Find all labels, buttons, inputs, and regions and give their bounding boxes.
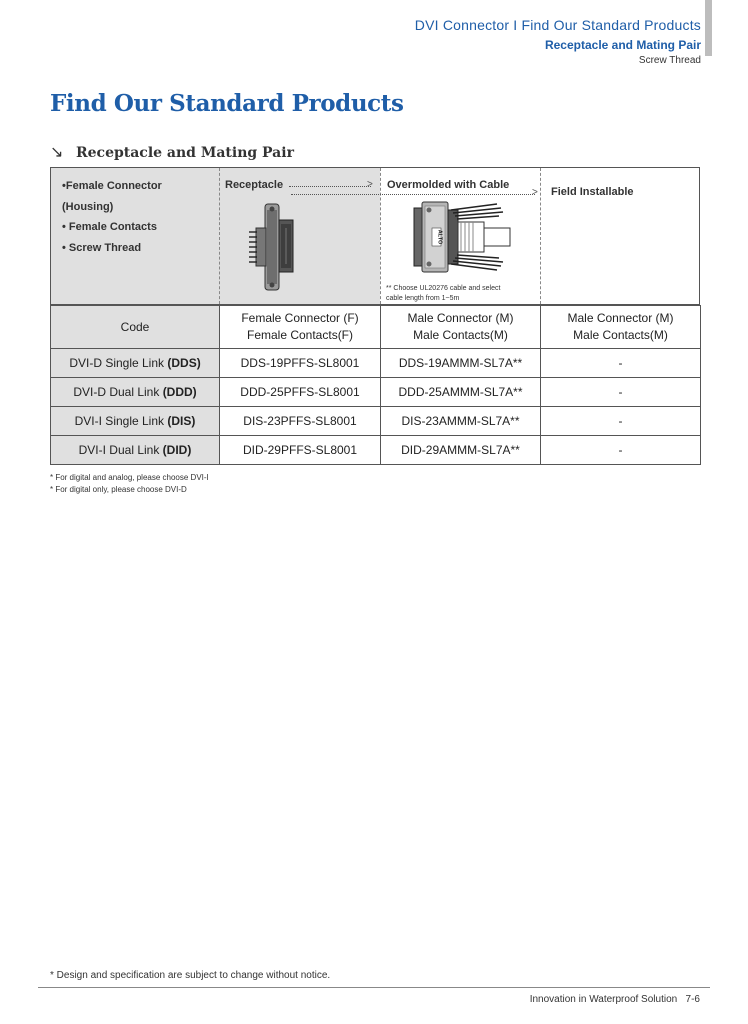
feature-female-contacts: • Female Contacts [62, 221, 157, 233]
row-receptacle-part: DDS-19PFFS-SL8001 [220, 349, 381, 378]
row-field-part: - [541, 378, 701, 407]
header-field-line-1: Male Connector (M) [567, 311, 674, 325]
overmolded-label: Overmolded with Cable [387, 179, 510, 191]
row-receptacle-part: DIS-23PFFS-SL8001 [220, 407, 381, 436]
row-code-cell [51, 407, 220, 436]
header-title: DVI Connector I Find Our Standard Products [414, 17, 701, 33]
header-field-line-2: Male Contacts(M) [573, 328, 668, 342]
row-code-cell [51, 349, 220, 378]
row-code: (DID) [162, 443, 192, 457]
overmolded-arrow-line [291, 194, 535, 195]
row-field-part: - [541, 407, 701, 436]
row-code: (DDD) [162, 385, 197, 399]
header-accent-bar [705, 0, 712, 56]
header-code-cell [51, 306, 220, 349]
header-receptacle-cell [220, 306, 381, 349]
header-subtitle: Receptacle and Mating Pair [544, 38, 701, 52]
table-header-row [51, 306, 701, 349]
row-receptacle-part: DID-29PFFS-SL8001 [220, 436, 381, 465]
receptacle-arrow-line [289, 186, 371, 187]
row-field-part: - [541, 436, 701, 465]
header-overmolded-line-1: Male Connector (M) [407, 311, 514, 325]
overmolded-arrow-icon: > [532, 187, 538, 198]
header-overmolded-line-2: Male Contacts(M) [413, 328, 508, 342]
row-code: (DDS) [167, 356, 201, 370]
row-overmolded-part: DID-29AMMM-SL7A** [381, 436, 541, 465]
row-code-cell [51, 436, 220, 465]
cable-note-line-1: ** Choose UL20276 cable and select [386, 285, 501, 292]
table-row [51, 407, 701, 436]
section-title: Receptacle and Mating Pair [76, 145, 294, 161]
receptacle-arrow-icon: > [367, 179, 373, 190]
header-subtitle-2: Screw Thread [638, 55, 701, 66]
header-code: Code [120, 319, 150, 334]
panel-divider-3 [540, 168, 541, 304]
row-overmolded-part: DDS-19AMMM-SL7A** [381, 349, 541, 378]
overmolded-connector-image [409, 198, 521, 278]
row-receptacle-part: DDD-25PFFS-SL8001 [220, 378, 381, 407]
receptacle-label: Receptacle [225, 179, 284, 191]
page-title: Find Our Standard Products [50, 90, 404, 117]
table-row [51, 349, 701, 378]
header-receptacle-line-2: Female Contacts(F) [246, 328, 354, 342]
panel-divider-2 [380, 168, 381, 304]
feature-housing: (Housing) [62, 201, 114, 213]
row-overmolded-part: DIS-23AMMM-SL7A** [381, 407, 541, 436]
header-field-cell [541, 306, 701, 349]
feature-female-connector: •Female Connector [62, 180, 162, 192]
field-installable-label: Field Installable [551, 186, 634, 198]
cable-note-line-2: cable length from 1~5m [386, 295, 460, 302]
row-name: DVI-I Single Link [74, 414, 168, 428]
row-overmolded-part: DDD-25AMMM-SL7A** [381, 378, 541, 407]
feature-screw-thread: • Screw Thread [62, 242, 142, 254]
product-panel [50, 167, 700, 305]
row-name: DVI-D Dual Link [73, 385, 163, 399]
disclaimer: * Design and specification are subject to change without notice. [50, 970, 331, 981]
receptacle-connector-image [247, 200, 307, 294]
header-receptacle-line-1: Female Connector (F) [241, 311, 359, 325]
row-code: (DIS) [167, 414, 196, 428]
row-name: DVI-I Dual Link [78, 443, 163, 457]
row-field-part: - [541, 349, 701, 378]
footnote-dvi-i: * For digital and analog, please choose DVI-I [50, 473, 209, 482]
row-name: DVI-D Single Link [69, 356, 168, 370]
panel-divider-1 [219, 168, 220, 304]
row-code-cell [51, 378, 220, 407]
product-code-table [50, 305, 701, 465]
section-arrow-icon: ↘ [50, 144, 64, 161]
table-row [51, 378, 701, 407]
connector-brand-mark: ALTO [436, 229, 443, 245]
footnote-dvi-d: * For digital only, please choose DVI-D [50, 485, 187, 494]
header-overmolded-cell [381, 306, 541, 349]
footer-text: Innovation in Waterproof Solution 7-6 [529, 994, 700, 1005]
footer-divider [38, 987, 710, 988]
table-row [51, 436, 701, 465]
